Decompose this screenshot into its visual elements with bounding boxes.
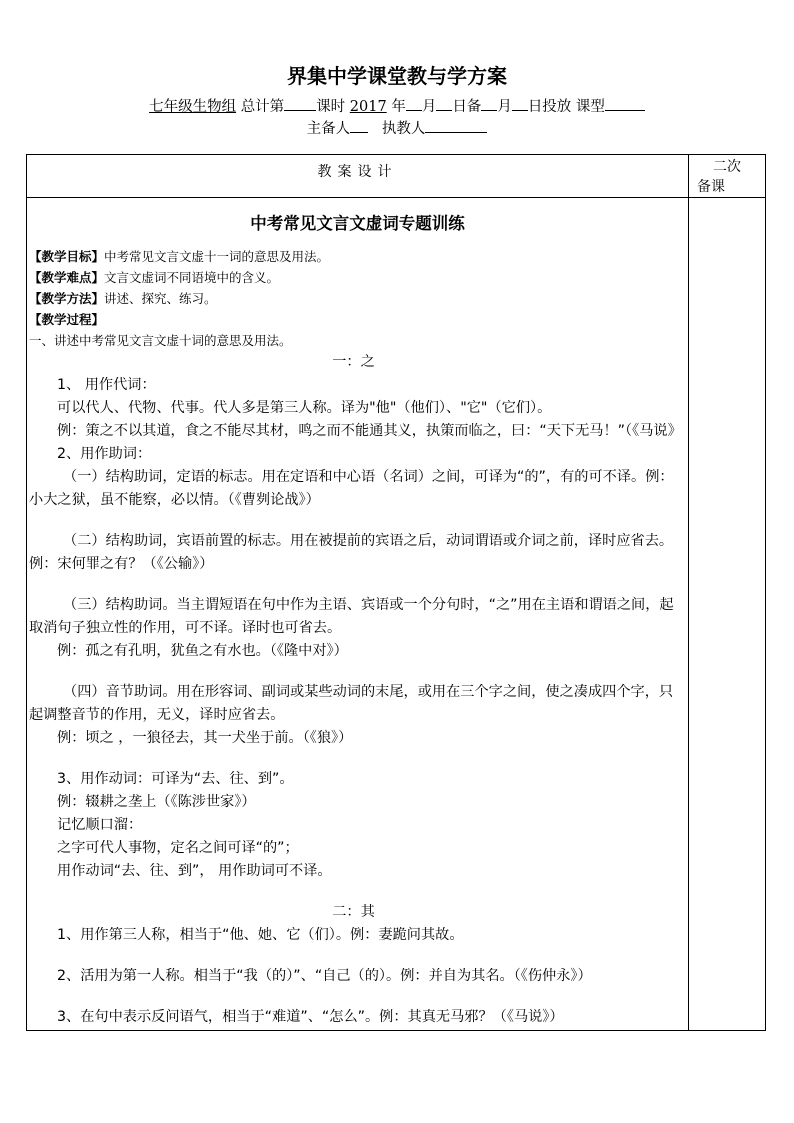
- lesson-plan-table: [26, 154, 766, 1031]
- process-intro: 一、讲述中考常见文言文虚十词的意思及用法。: [29, 333, 292, 348]
- second-prep-label-1: 二次: [713, 159, 741, 175]
- s1-item-1: 1、 用作代词：: [57, 377, 156, 393]
- month-label-2: 月: [497, 99, 512, 115]
- goal-line: [27, 246, 688, 267]
- header-info-line: [0, 95, 794, 116]
- grade-group: 七年级生物组: [149, 99, 237, 115]
- s1-item-1a: 可以代人、代物、代事。代人多是第三人称。译为"他"（他们）、"它"（它们）。: [57, 400, 552, 416]
- total-period-blank: [284, 96, 316, 111]
- lesson-content-cell: [27, 198, 689, 1031]
- goal-text: 中考常见文言文虚十一词的意思及用法。: [104, 249, 330, 264]
- day-prep-label: 日备: [452, 99, 482, 115]
- memo-line-1: 之字可代人事物，定名之间可译“的”；: [57, 840, 299, 856]
- lesson-title: 中考常见文言文虚词专题训练: [250, 214, 465, 233]
- method-text: 讲述、探究、练习。: [104, 291, 217, 306]
- difficulty-line: [27, 267, 688, 288]
- design-header-label: 教案设计: [317, 164, 398, 180]
- s1-item-2c-example: 例：孤之有孔明，犹鱼之有水也。（《隆中对》）: [57, 643, 348, 659]
- month-label: 月: [421, 99, 437, 115]
- s1-item-1b: 例：策之不以其道，食之不能尽其材，鸣之而不能通其义，执策而临之，曰：“天下无马！”（《马说》: [57, 423, 682, 439]
- s2-item-2: 2、活用为第一人称。相当于“我（的）”、“自己（的）。例：并自为其名。（《伤仲永》）: [57, 968, 592, 984]
- design-header-cell: [27, 155, 689, 198]
- lesson-type-blank: [605, 96, 645, 111]
- month2-blank: [481, 96, 497, 111]
- teacher-blank: [425, 118, 487, 133]
- s1-item-2d: （四）音节助词。用在形容词、副词或某些动词的末尾，或用在三个字之间，使之凑成四个字，只起调整音节的作用，无义，译时应省去。: [29, 684, 674, 723]
- s1-item-2: 2、用作助词：: [57, 446, 152, 462]
- period-label: 课时: [316, 99, 346, 115]
- header-staff-line: [0, 117, 794, 138]
- s1-item-2c: （三）结构助词。当主谓短语在句中作为主语、宾语或一个分句时，“之”用在主语和谓语之间，起取消句子独立性的作用，可不译。译时也可省去。: [29, 597, 674, 636]
- s1-item-3-example: 例：辍耕之垄上（《陈涉世家》）: [57, 794, 256, 810]
- year-value: 2017: [349, 99, 387, 115]
- teacher-label: 执教人: [381, 121, 426, 137]
- process-line: [27, 309, 688, 330]
- s2-item-1: 1、用作第三人称，相当于“他、她、它（们）。例：妻跪问其故。: [57, 927, 464, 943]
- s1-item-2a: （一）结构助词，定语的标志。用在定语和中心语（名词）之间，可译为“的”，有的可不译。例：小大之狱，虽不能察，必以情。（《曹刿论战》）: [29, 469, 674, 508]
- goal-label: 【教学目标】: [29, 249, 105, 264]
- main-preparer-label: 主备人: [306, 121, 351, 137]
- memo-line-2: 用作动词“去、往、到”， 用作助词可不译。: [57, 863, 332, 879]
- s1-item-3: 3、用作动词：可译为“去、往、到”。: [57, 771, 294, 787]
- section-1-title: 一：之: [332, 354, 375, 370]
- s1-item-2d-example: 例：顷之 ，一狼径去，其一犬坐于前。（《狼》）: [57, 730, 353, 746]
- main-preparer-blank: [350, 118, 368, 133]
- s1-item-2b: （二）结构助词，宾语前置的标志。用在被提前的宾语之后，动词谓语或介词之前，译时应省去。 例：宋何罪之有？（《公输》）: [29, 533, 674, 572]
- day2-blank: [512, 96, 528, 111]
- memo-label: 记忆顺口溜：: [57, 817, 143, 833]
- process-label: 【教学过程】: [29, 312, 105, 327]
- day-blank: [436, 96, 452, 111]
- total-prefix: 总计第: [240, 99, 285, 115]
- method-line: [27, 288, 688, 309]
- second-prep-header-cell: [689, 155, 766, 198]
- difficulty-text: 文言文虚词不同语境中的含义。: [104, 270, 280, 285]
- day-release-label: 日投放: [527, 99, 572, 115]
- section-2-title: 二：其: [332, 904, 375, 920]
- method-label: 【教学方法】: [29, 291, 105, 306]
- second-prep-label-2: 备课: [697, 179, 725, 195]
- page-title: 界集中学课堂教与学方案: [287, 64, 507, 88]
- second-prep-column: [689, 198, 766, 1031]
- year-label: 年: [391, 99, 406, 115]
- month-blank: [406, 96, 422, 111]
- difficulty-label: 【教学难点】: [29, 270, 105, 285]
- s2-item-3: 3、在句中表示反问语气，相当于“难道”、“怎么”。例：其真无马邪？（《马说》）: [57, 1009, 564, 1025]
- lesson-type-label: 课型: [575, 99, 605, 115]
